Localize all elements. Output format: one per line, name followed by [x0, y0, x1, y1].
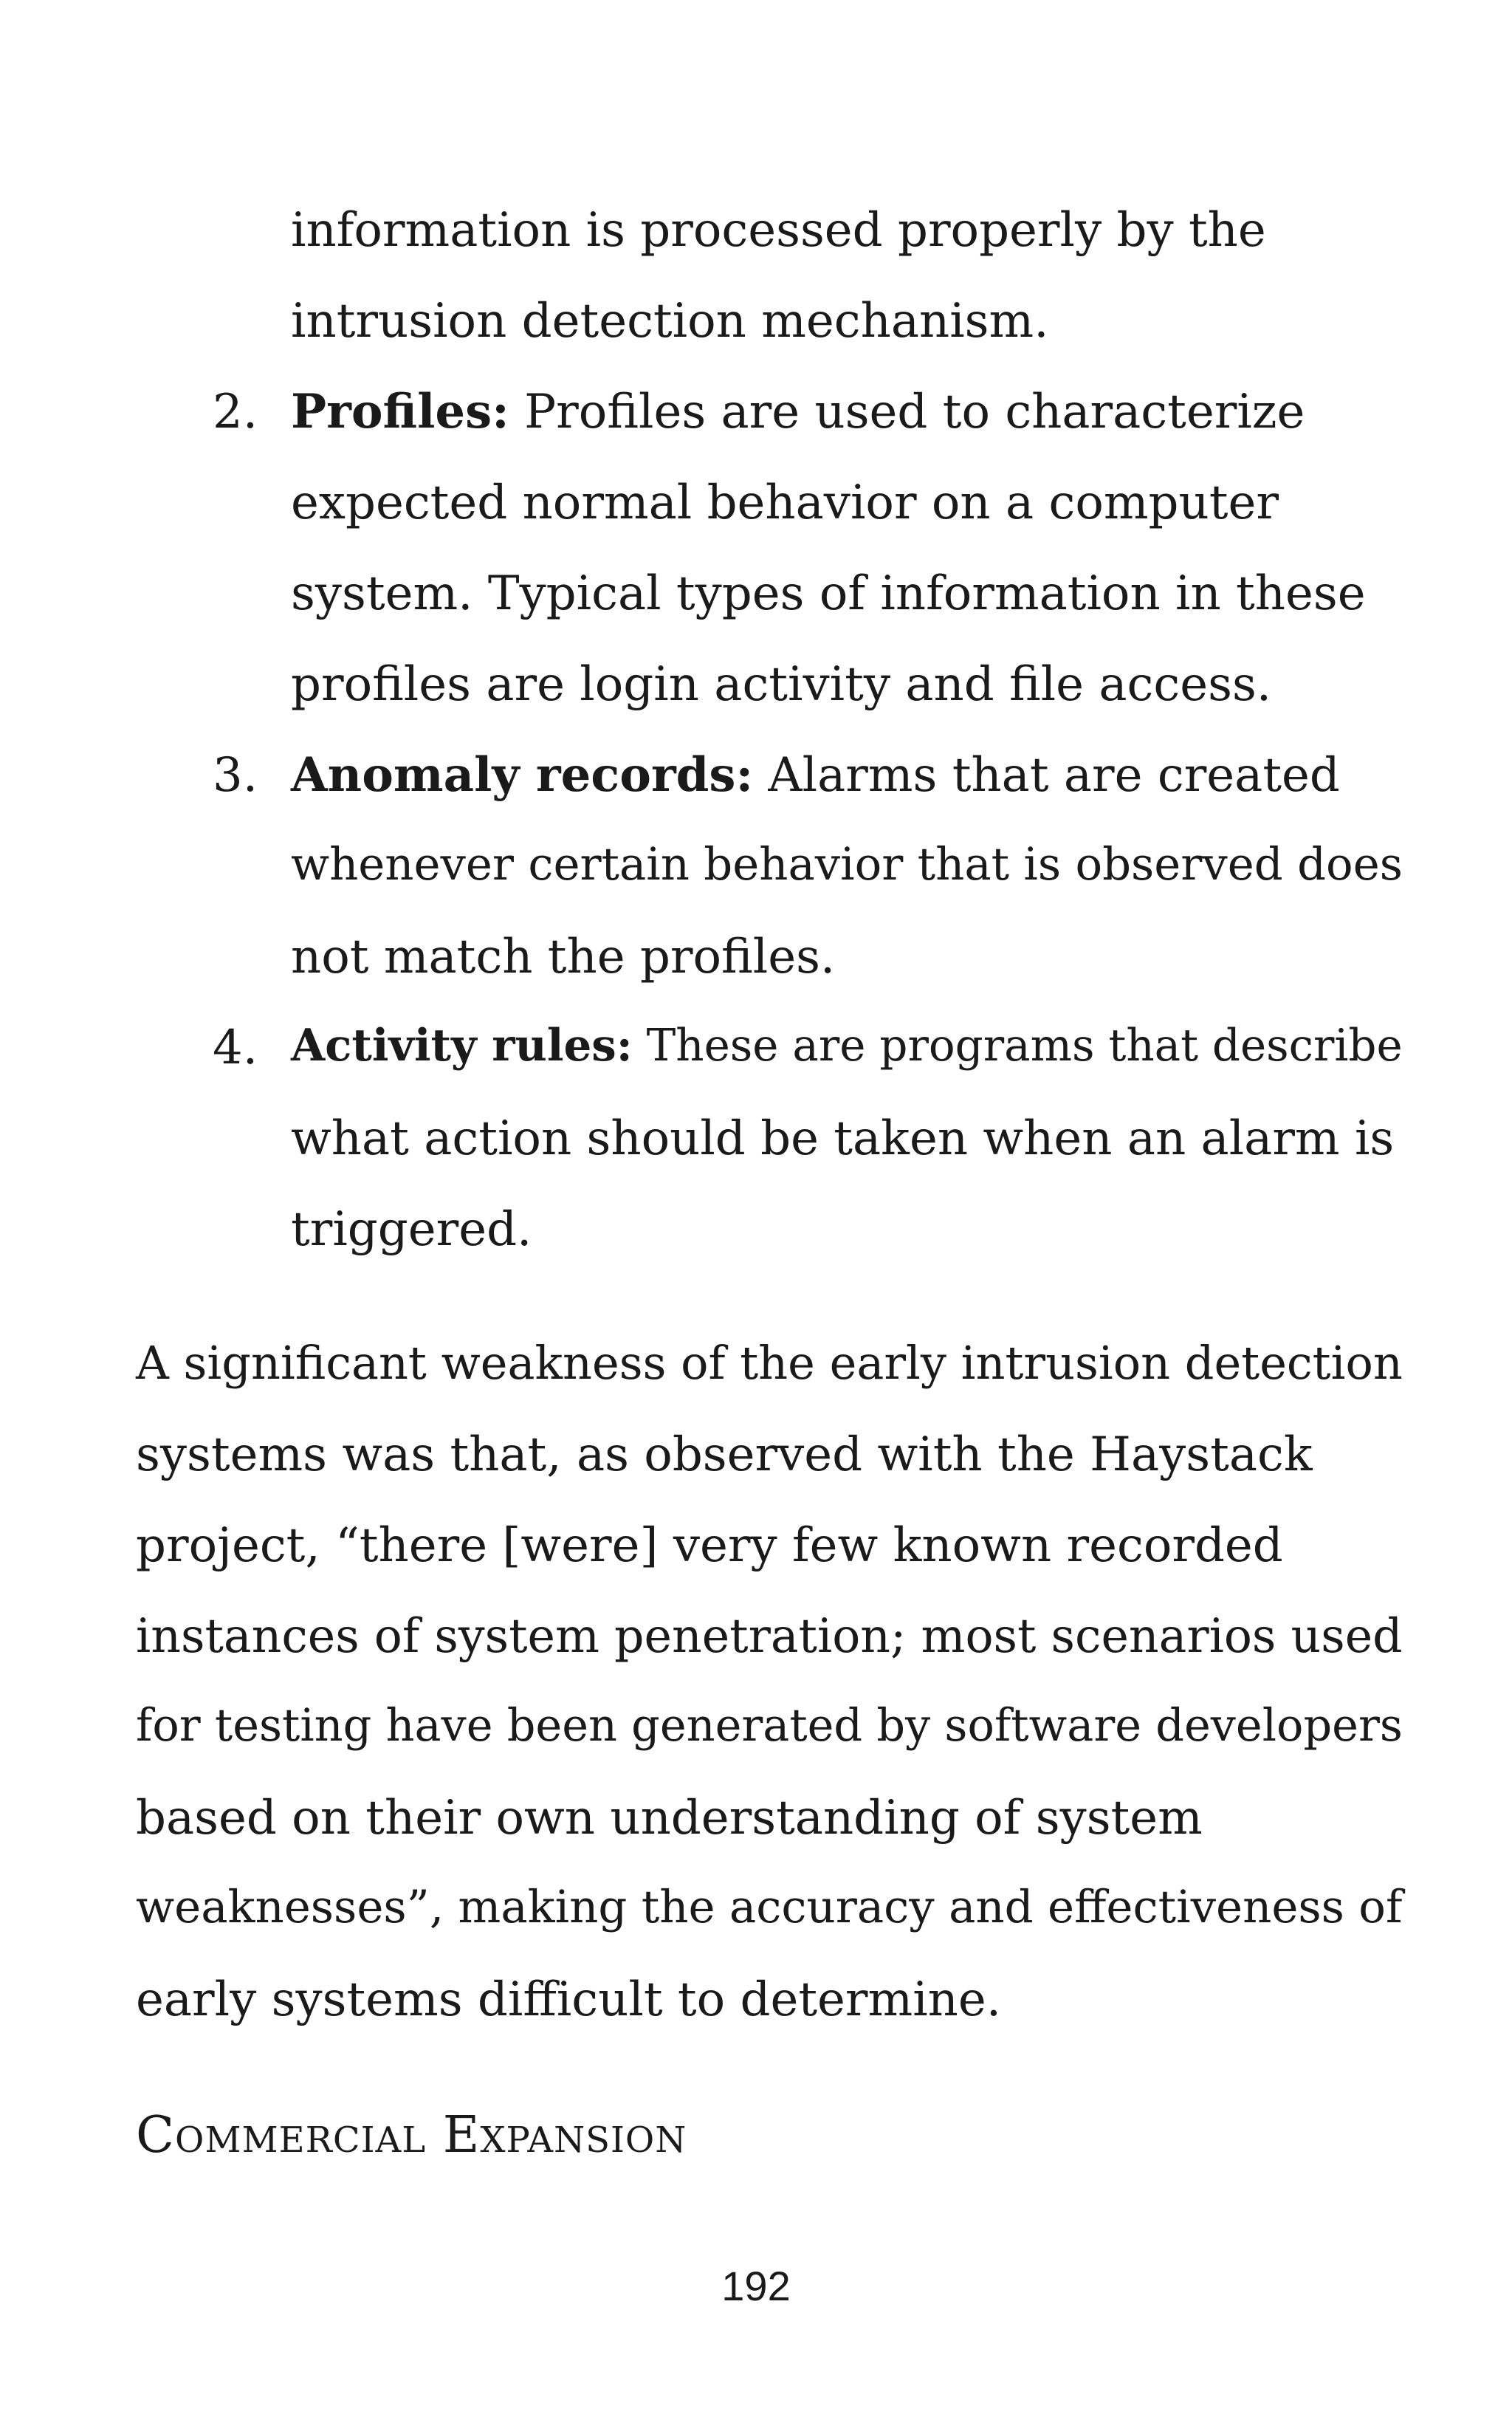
list-item-first-line	[291, 747, 1340, 803]
list-continuation-line: intrusion detection mechanism.	[291, 294, 1049, 349]
list-item-text: Profiles are used to characterize	[509, 385, 1305, 439]
list-item-number: 2.	[213, 385, 258, 439]
list-item-text: These are programs that describe	[632, 1021, 1403, 1072]
paragraph-line: for testing have been generated by software developers	[136, 1700, 1403, 1752]
list-item-text: Alarms that are created	[753, 748, 1340, 803]
list-continuation-line: information is processed properly by the	[291, 203, 1266, 258]
paragraph-line: early systems difficult to determine.	[136, 1972, 1002, 2027]
list-item-line: not match the profiles.	[291, 930, 836, 984]
list-item-term: Anomaly records:	[291, 747, 754, 803]
paragraph-line: systems was that, as observed with the Haystack	[136, 1427, 1313, 1482]
list-item-line: profiles are login activity and file access.	[291, 657, 1272, 712]
section-heading: Commercial Expansion	[136, 2106, 687, 2164]
list-item-line: system. Typical types of information in these	[291, 566, 1366, 621]
list-item-term: Profiles:	[291, 384, 509, 439]
paragraph-line: project, “there [were] very few known recorded	[136, 1518, 1283, 1573]
paragraph-line: weaknesses”, making the accuracy and effectiveness of	[136, 1881, 1403, 1933]
list-item-term: Activity rules:	[291, 1020, 633, 1072]
list-item-line: what action should be taken when an alarm is	[291, 1111, 1395, 1166]
list-item-number: 3.	[213, 748, 258, 803]
list-item-line: triggered.	[291, 1202, 532, 1257]
paragraph-line: based on their own understanding of system	[136, 1791, 1203, 1845]
paragraph-line: A significant weakness of the early intrusion detection	[136, 1336, 1403, 1390]
list-item-first-line	[291, 1020, 1403, 1072]
list-item-line: expected normal behavior on a computer	[291, 476, 1279, 530]
list-item-line: whenever certain behavior that is observed does	[291, 839, 1403, 891]
paragraph-line: instances of system penetration; most scenarios used	[136, 1608, 1403, 1663]
list-item-first-line	[291, 384, 1305, 439]
page-number: 192	[721, 2263, 791, 2309]
list-item-number: 4.	[213, 1021, 258, 1075]
